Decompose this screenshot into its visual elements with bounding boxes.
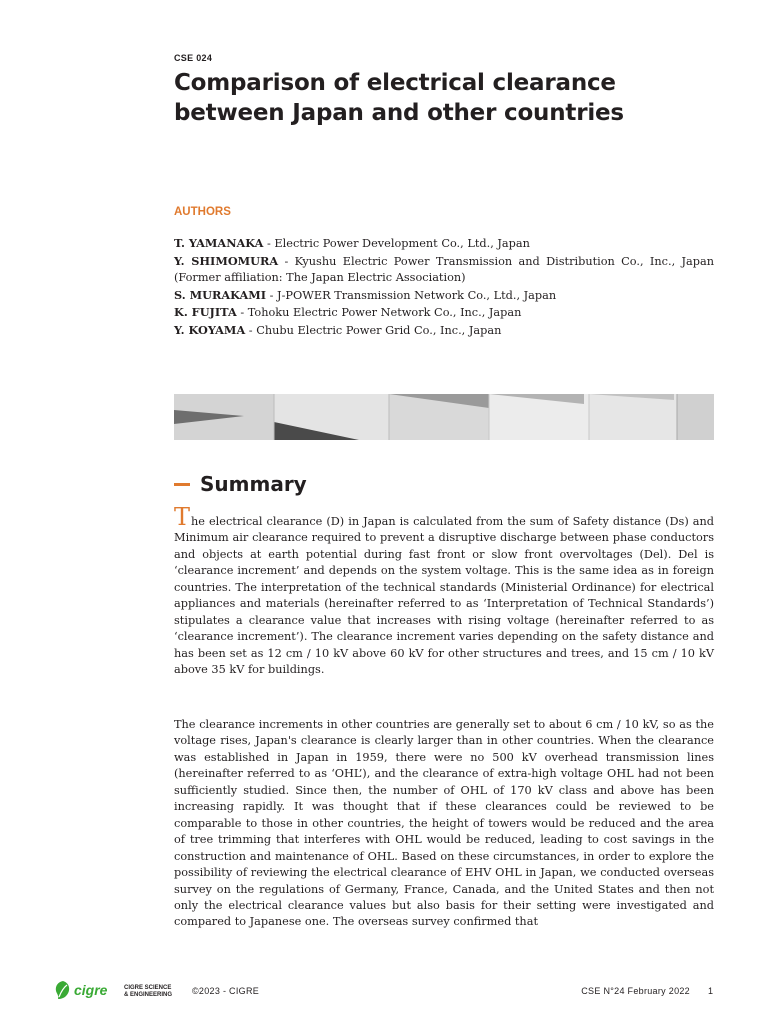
summary-dash-icon — [174, 483, 190, 486]
author-name: S. MURAKAMI — [174, 287, 267, 302]
author-name: Y. KOYAMA — [174, 322, 246, 337]
author-affiliation: - Chubu Electric Power Grid Co., Inc., Japan — [245, 323, 502, 337]
author-affiliation: - Tohoku Electric Power Network Co., Inc., Japan — [236, 306, 522, 320]
author-entry — [174, 253, 714, 287]
cigre-logo-text: cigre — [74, 982, 108, 998]
summary-title: Summary — [200, 472, 307, 496]
summary-paragraph-1 — [174, 503, 714, 679]
authors-list — [174, 235, 714, 340]
copyright: ©2023 - CIGRE — [192, 986, 260, 996]
author-entry — [174, 235, 714, 253]
author-affiliation: - Kyushu Electric Power Transmission and Distribution Co., Inc., Japan (Former affiliation: The Japan Electric Association) — [174, 254, 714, 285]
author-entry — [174, 304, 714, 322]
author-affiliation: - J-POWER Transmission Network Co., Ltd., Japan — [266, 288, 557, 302]
author-entry — [174, 287, 714, 305]
issue-label: CSE N°24 February 2022 — [581, 986, 690, 996]
article-title: Comparison of electrical clearance between Japan and other countries — [174, 70, 624, 126]
authors-heading: AUTHORS — [174, 206, 231, 218]
banner-image — [174, 394, 714, 440]
journal-mark-line-2: & ENGINEERING — [124, 991, 173, 998]
dropcap: T — [174, 503, 191, 531]
page-number: 1 — [707, 986, 713, 996]
cigre-logo — [54, 980, 107, 1000]
journal-mark — [124, 985, 172, 998]
author-name: T. YAMANAKA — [174, 236, 264, 250]
page-footer — [0, 976, 768, 1006]
author-affiliation: - Electric Power Development Co., Ltd., Japan — [263, 237, 530, 250]
cigre-leaf-icon — [54, 980, 72, 1000]
author-name: Y. SHIMOMURA — [174, 253, 279, 268]
author-name: K. FUJITA — [174, 305, 237, 320]
summary-heading — [174, 472, 307, 496]
summary-paragraph-2: The clearance increments in other countries are generally set to about 6 cm / 10 kV, so as the voltage rises, Japan's clearance is clearly larger than in other countries. When the clearance was established in Japan in 1959, there were no 500 kV overhead transmission lines (hereinafter referred to as ‘OHL’), and the clearance of extra-high voltage OHL had not been sufficiently studied. Since then, the number of OHL of 170 kV class and above has been increasing rapidly. It was thought that if these clearances could be reviewed to be comparable to those in other countries, the height of towers would be reduced and the area of tree trimming that interferes with OHL would be reduced, leading to cost savings in the construction and maintenance of OHL. Based on these circumstances, in order to explore the possibility of reviewing the electrical clearance of EHV OHL in Japan, we conducted overseas survey on the regulations of Germany, France, Canada, and the United States and then not only the electrical clearance values but also basis for their setting were investigated and compared to Japanese one. The overseas survey confirmed that — [174, 718, 714, 929]
journal-mark-line-1: CIGRE SCIENCE — [124, 985, 172, 991]
author-entry — [174, 322, 714, 340]
article-code: CSE 024 — [174, 53, 213, 63]
architecture-photo-graphic — [174, 394, 714, 440]
summary-paragraph-1-text: he electrical clearance (D) in Japan is calculated from the sum of Safety distance (Ds) and Minimum air clearance required to prevent a disruptive discharge between phase conductors and objects at earth potential during fast front or slow front overvoltages (Del). Del is ‘clearance increment’ and depends on the system voltage. This is the same idea as in foreign countries. The interpretation of the technical standards (Ministerial Ordinance) for electrical appliances and materials (hereinafter referred to as ‘Interpretation of Technical Standards’) stipulates a clearance value that increases with rising voltage (hereinafter referred to as ‘clearance increment’). The clearance increment varies depending on the safety distance and has been set as 12 cm / 10 kV above 60 kV for other structures and trees, and 15 cm / 10 kV above 35 kV for buildings. — [174, 515, 714, 677]
